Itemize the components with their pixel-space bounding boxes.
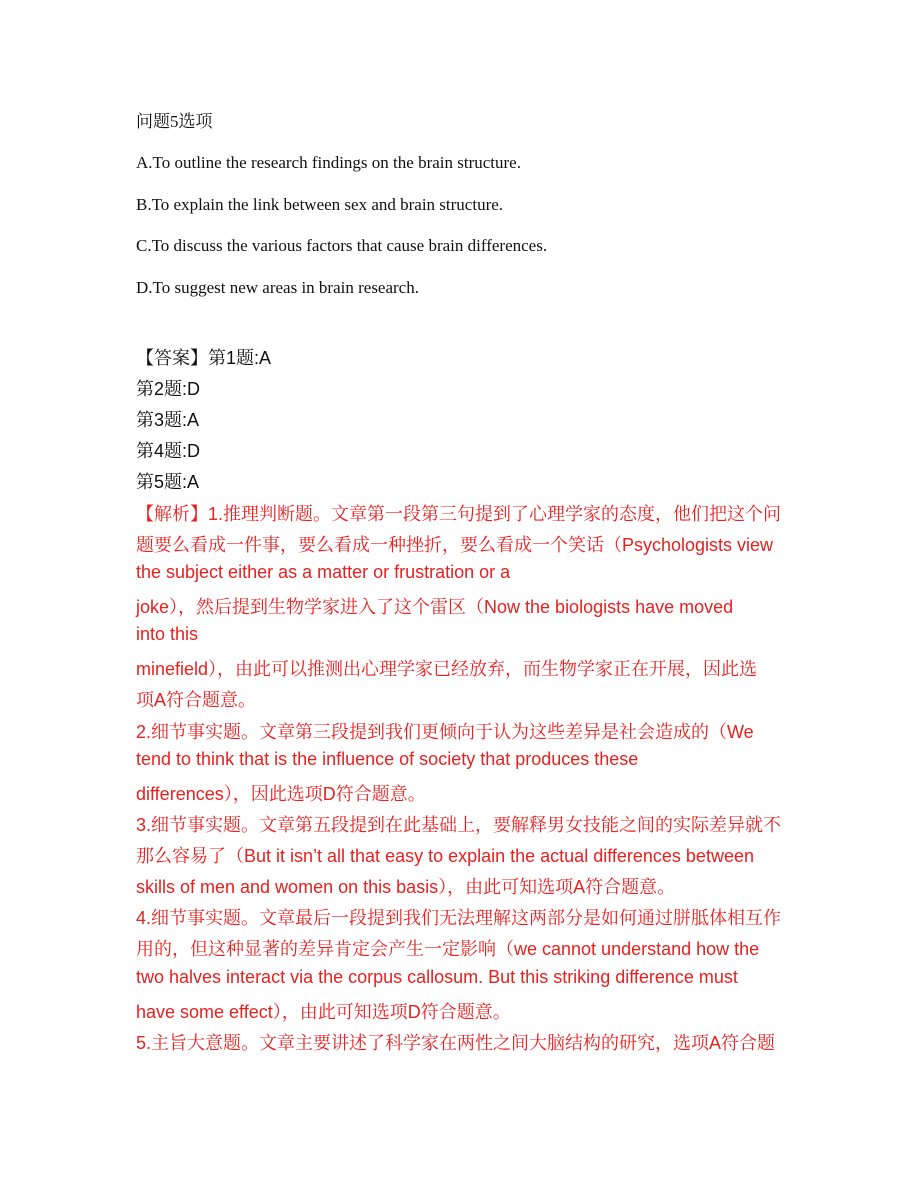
analysis-line: into this [136, 624, 199, 644]
answer-line: 第3题:A [136, 410, 200, 430]
analysis-line: tend to think that is the influence of society that produces these [136, 749, 639, 769]
answer-line: 【答案】第1题:A [136, 348, 272, 368]
option-a: A.To outline the research findings on the brain structure. [136, 153, 521, 172]
analysis-line: 3.细节事实题。文章第五段提到在此基础上，要解释男女技能之间的实际差异就不 [136, 815, 782, 835]
option-c: C.To discuss the various factors that cause brain differences. [136, 236, 548, 255]
analysis-line: 那么容易了（But it isn’t all that easy to explain the actual differences between [136, 846, 754, 866]
analysis-line: skills of men and women on this basis），由此可知选项A符合题意。 [136, 877, 676, 897]
answer-line: 第5题:A [136, 472, 200, 492]
analysis-line: 用的，但这种显著的差异肯定会产生一定影响（we cannot understand how the [136, 939, 760, 959]
option-d: D.To suggest new areas in brain research. [136, 278, 419, 297]
analysis-line: have some effect），由此可知选项D符合题意。 [136, 1002, 511, 1022]
question-header: 问题5选项 [136, 112, 213, 131]
analysis-line: 题要么看成一件事，要么看成一种挫折，要么看成一个笑话（Psychologists view [136, 535, 774, 555]
option-b: B.To explain the link between sex and brain structure. [136, 195, 504, 214]
analysis-line: minefield），由此可以推测出心理学家已经放弃，而生物学家正在开展，因此选 [136, 659, 758, 679]
analysis-line: the subject either as a matter or frustration or a [136, 562, 511, 582]
answer-line: 第4题:D [136, 441, 201, 461]
analysis-line: joke），然后提到生物学家进入了这个雷区（Now the biologists have moved [136, 597, 734, 617]
analysis-line: 5.主旨大意题。文章主要讲述了科学家在两性之间大脑结构的研究，选项A符合题 [136, 1033, 776, 1053]
analysis-line: 项A符合题意。 [136, 690, 257, 710]
analysis-line: 2.细节事实题。文章第三段提到我们更倾向于认为这些差异是社会造成的（We [136, 722, 754, 742]
analysis-line: two halves interact via the corpus callosum. But this striking difference must [136, 967, 738, 987]
answer-line: 第2题:D [136, 379, 201, 399]
analysis-line: 【解析】1.推理判断题。文章第一段第三句提到了心理学家的态度，他们把这个问 [136, 504, 782, 524]
analysis-line: 4.细节事实题。文章最后一段提到我们无法理解这两部分是如何通过胼胝体相互作 [136, 908, 782, 928]
analysis-line: differences），因此选项D符合题意。 [136, 784, 426, 804]
